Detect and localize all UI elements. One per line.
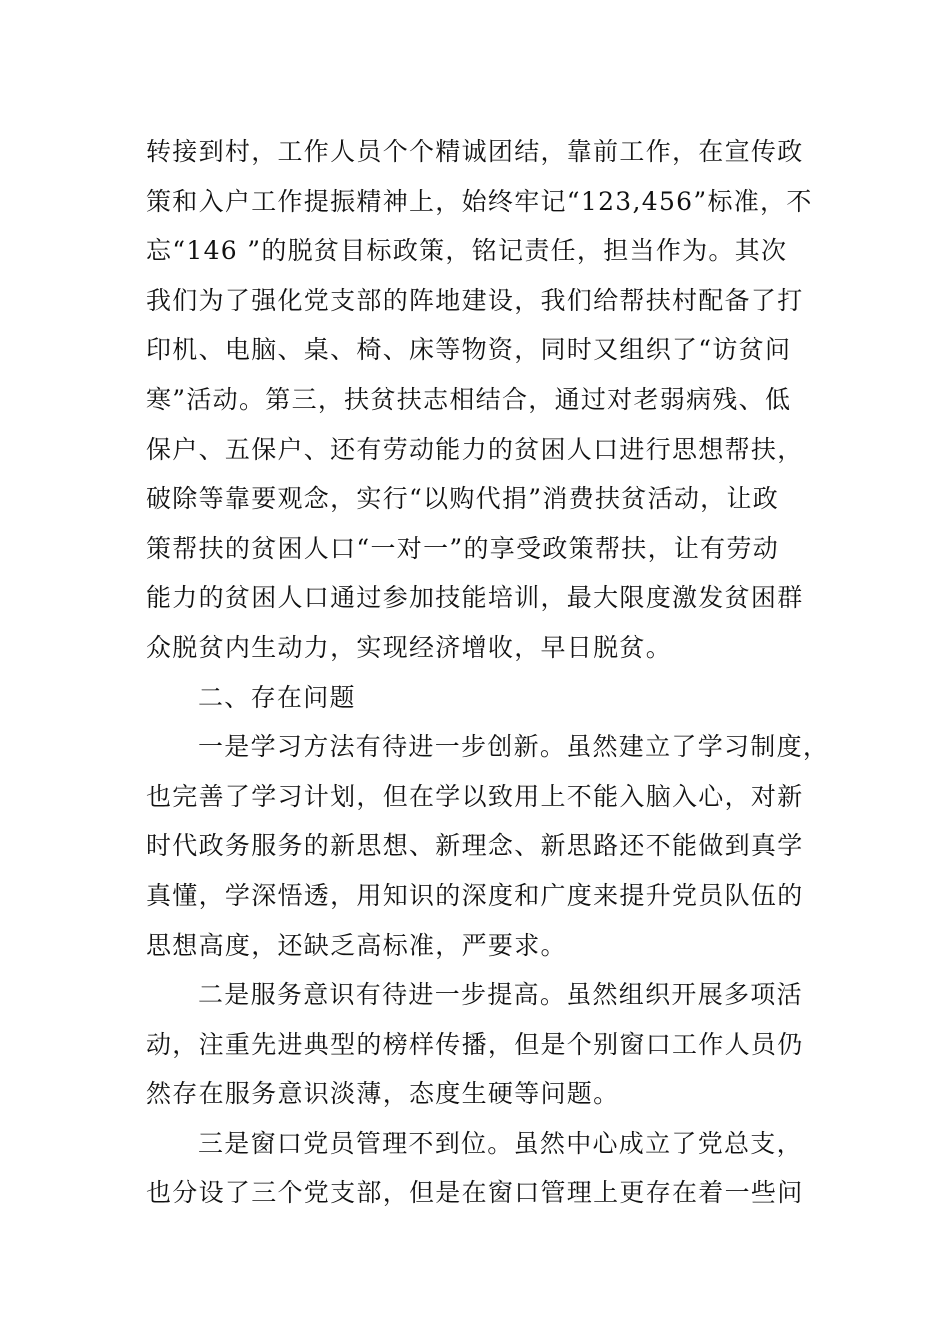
document-body bbox=[146, 127, 846, 1218]
body-line: 能力的贫困人口通过参加技能培训，最大限度激发贫困群 bbox=[146, 583, 804, 613]
body-line: 策帮扶的贫困人口“一对一”的享受政策帮扶，让有劳动 bbox=[146, 533, 780, 563]
paragraph-first-line: 三是窗口党员管理不到位。虽然中心成立了党总支， bbox=[198, 1128, 803, 1158]
body-line: 真懂，学深悟透，用知识的深度和广度来提升党员队伍的 bbox=[146, 880, 804, 910]
body-line: 众脱贫内生动力，实现经济增收，早日脱贫。 bbox=[146, 632, 673, 662]
body-line: 保户、五保户、还有劳动能力的贫困人口进行思想帮扶， bbox=[146, 434, 804, 464]
body-line: 策和入户工作提振精神上，始终牢记“123,456”标准，不 bbox=[146, 186, 813, 216]
paragraph-first-line: 一是学习方法有待进一步创新。虽然建立了学习制度， bbox=[198, 732, 830, 762]
body-line: 破除等靠要观念，实行“以购代捐”消费扶贫活动，让政 bbox=[146, 484, 780, 514]
body-line: 思想高度，还缺乏高标准，严要求。 bbox=[146, 930, 567, 960]
body-line: 也分设了三个党支部，但是在窗口管理上更存在着一些问 bbox=[146, 1178, 804, 1208]
body-line: 时代政务服务的新思想、新理念、新思路还不能做到真学 bbox=[146, 831, 804, 861]
body-line: 然存在服务意识淡薄，态度生硬等问题。 bbox=[146, 1079, 620, 1109]
body-line: 我们为了强化党支部的阵地建设，我们给帮扶村配备了打 bbox=[146, 285, 804, 315]
body-line: 动，注重先进典型的榜样传播，但是个别窗口工作人员仍 bbox=[146, 1029, 804, 1059]
body-line: 印机、电脑、桌、椅、床等物资，同时又组织了“访贫问 bbox=[146, 335, 792, 365]
paragraph-first-line: 二是服务意识有待进一步提高。虽然组织开展多项活 bbox=[198, 980, 803, 1010]
body-line: 寒”活动。第三，扶贫扶志相结合，通过对老弱病残、低 bbox=[146, 384, 792, 414]
body-line: 忘“146 ”的脱贫目标政策，铭记责任，担当作为。其次 bbox=[146, 236, 788, 266]
body-line: 也完善了学习计划，但在学以致用上不能入脑入心，对新 bbox=[146, 781, 804, 811]
section-heading: 二、存在问题 bbox=[198, 682, 356, 712]
body-line: 转接到村，工作人员个个精诚团结，靠前工作，在宣传政 bbox=[146, 137, 804, 166]
